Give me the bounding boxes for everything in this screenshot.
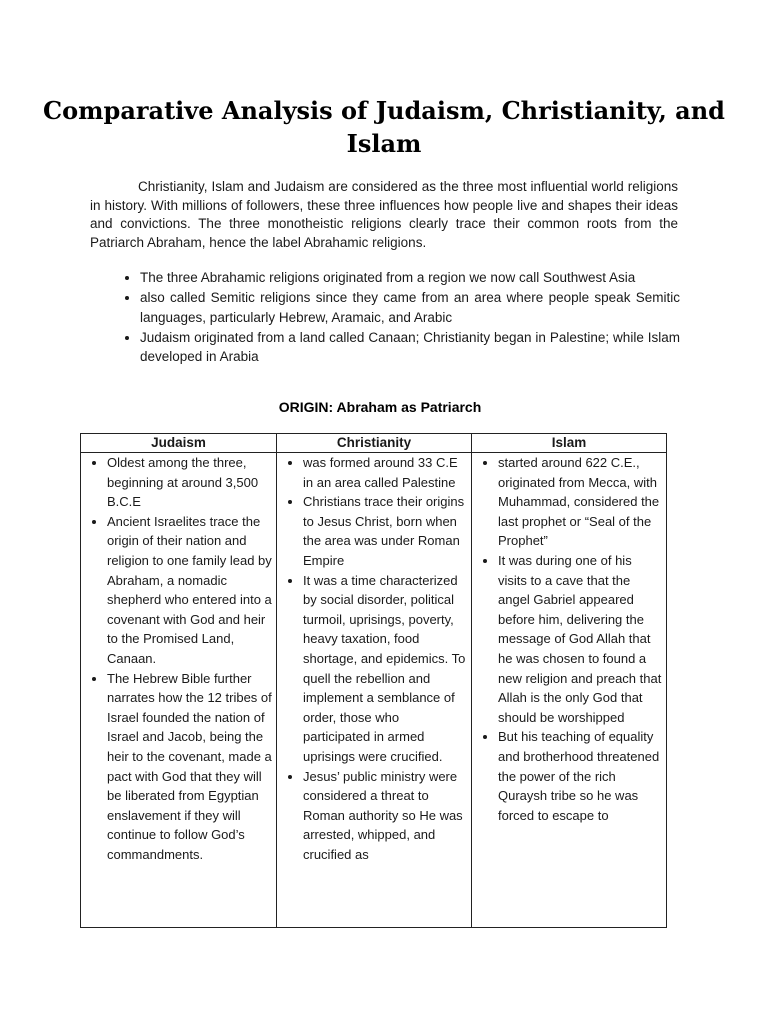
column-header-judaism: Judaism bbox=[81, 434, 277, 453]
document-title: Comparative Analysis of Judaism, Christianity, and Islam bbox=[43, 96, 725, 158]
table-row bbox=[81, 453, 667, 928]
list-item: • Ancient Israelites trace the origin of their nation and religion to one family lead by Abraham, a nomadic shepherd who entered into a covenant with God and heir to the Promised Land, Canaan. bbox=[107, 512, 272, 669]
list-item: • The Hebrew Bible further narrates how the 12 tribes of Israel founded the nation of Israel and Jacob, being the heir to the covenant, made a pact with God that they will be liberated from Egyptian enslavement if they will continue to follow God’s commandments. bbox=[107, 669, 272, 865]
column-header-islam: Islam bbox=[472, 434, 667, 453]
list-item: • started around 622 C.E., originated from Mecca, with Muhammad, considered the last prophet or “Seal of the Prophet” bbox=[498, 453, 662, 551]
list-item: • was formed around 33 C.E in an area called Palestine bbox=[303, 453, 467, 492]
list-item: • The three Abrahamic religions originated from a region we now call Southwest Asia bbox=[140, 268, 680, 288]
intro-paragraph: Christianity, Islam and Judaism are considered as the three most influential world religions in history. With millions of followers, these three influences how people live and shapes their ideas and convictions. The three monotheistic religions clearly trace their common roots from the Patriarch Abraham, hence the label Abrahamic religions. bbox=[90, 179, 678, 250]
christianity-cell bbox=[277, 453, 472, 928]
list-item: • But his teaching of equality and brotherhood threatened the power of the rich Quraysh tribe so he was forced to escape to bbox=[498, 727, 662, 825]
judaism-cell bbox=[81, 453, 277, 928]
list-item: • also called Semitic religions since they came from an area where people speak Semitic languages, particularly Hebrew, Aramaic, and Arabic bbox=[140, 288, 680, 327]
list-item: • Christians trace their origins to Jesus Christ, born when the area was under Roman Empire bbox=[303, 492, 467, 570]
list-item: • Oldest among the three, beginning at around 3,500 B.C.E bbox=[107, 453, 272, 512]
key-points-list bbox=[90, 268, 680, 367]
list-item: • Judaism originated from a land called Canaan; Christianity began in Palestine; while Islam developed in Arabia bbox=[140, 328, 680, 367]
section-heading: ORIGIN: Abraham as Patriarch bbox=[278, 399, 482, 415]
column-header-christianity: Christianity bbox=[277, 434, 472, 453]
comparison-table bbox=[80, 433, 667, 928]
table-header-row bbox=[81, 434, 667, 453]
list-item: • It was during one of his visits to a cave that the angel Gabriel appeared before him, delivering the message of God Allah that he was chosen to found a new religion and preach that Allah is the only God that should be worshipped bbox=[498, 551, 662, 727]
list-item: • Jesus’ public ministry were considered a threat to Roman authority so He was arrested, whipped, and crucified as bbox=[303, 767, 467, 865]
list-item: • It was a time characterized by social disorder, political turmoil, uprisings, poverty, heavy taxation, food shortage, and epidemics. To quell the rebellion and implement a semblance of order, those who participated in armed uprisings were crucified. bbox=[303, 571, 467, 767]
islam-cell bbox=[472, 453, 667, 928]
